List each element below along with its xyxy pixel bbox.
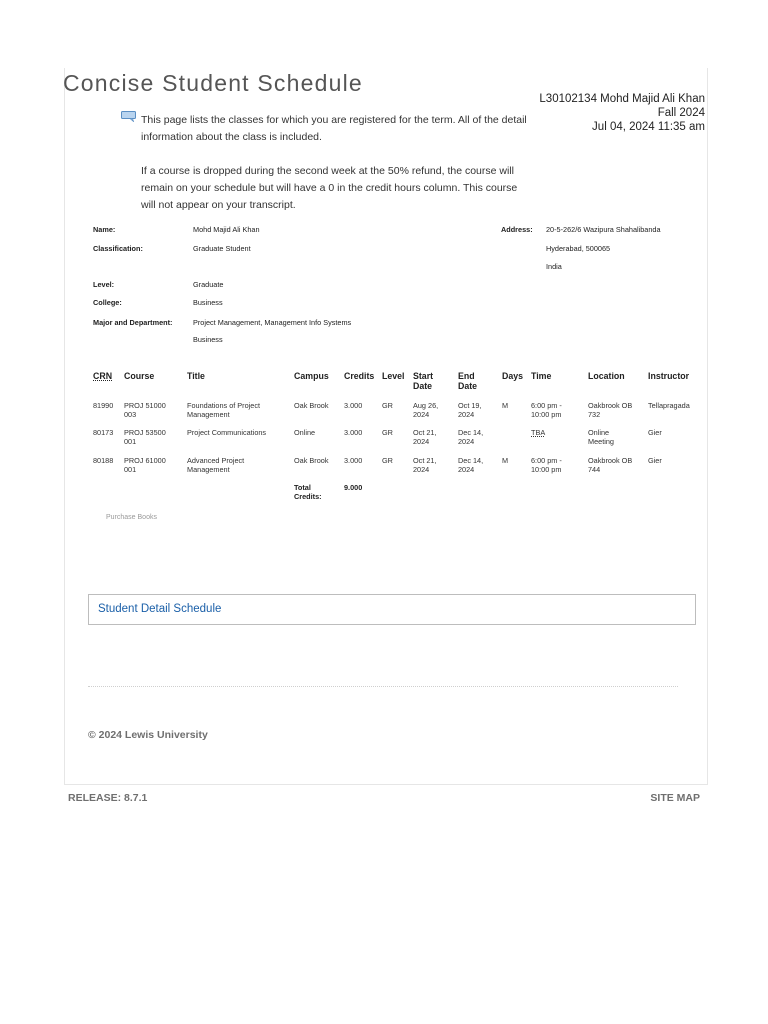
row3-end-date: Dec 14, 2024 xyxy=(458,456,484,474)
header-days: Days xyxy=(502,371,524,381)
header-campus: Campus xyxy=(294,371,329,381)
user-id-name: L30102134 Mohd Majid Ali Khan xyxy=(539,93,705,105)
header-start-date: Start Date xyxy=(413,371,434,391)
row3-time: 6:00 pm - 10:00 pm xyxy=(531,456,562,474)
row1-title: Foundations of Project Management xyxy=(187,401,261,419)
row3-campus: Oak Brook xyxy=(294,456,329,465)
row2-course: PROJ 53500 001 xyxy=(124,428,166,446)
info-paragraph-1: This page lists the classes for which you are registered for the term. All of the detail information about the class is included. xyxy=(141,114,527,143)
header-instructor: Instructor xyxy=(648,371,690,381)
row2-campus: Online xyxy=(294,428,316,437)
classification-label: Classification: xyxy=(93,244,143,253)
row1-campus: Oak Brook xyxy=(294,401,329,410)
row1-instructor: Tellapragada xyxy=(648,401,690,410)
address-line-1: 20-5-262/6 Wazipura Shahalibanda xyxy=(546,225,661,234)
row1-credits: 3.000 xyxy=(344,401,363,410)
row2-level: GR xyxy=(382,428,393,437)
page-title: Concise Student Schedule xyxy=(63,70,363,96)
classification-value: Graduate Student xyxy=(193,244,251,253)
row2-time-tba: TBA xyxy=(531,428,546,437)
datetime: Jul 04, 2024 11:35 am xyxy=(592,121,705,133)
row3-crn: 80188 xyxy=(93,456,114,465)
row3-instructor: Gier xyxy=(648,456,662,465)
footer-divider xyxy=(88,686,678,687)
row3-course: PROJ 61000 001 xyxy=(124,456,166,474)
address-line-3: India xyxy=(546,262,562,271)
user-info xyxy=(539,92,705,134)
college-value: Business xyxy=(193,298,223,307)
header-course: Course xyxy=(124,371,155,381)
student-detail-schedule-link[interactable]: Student Detail Schedule xyxy=(98,603,222,615)
header-time: Time xyxy=(531,371,552,381)
header-credits: Credits xyxy=(344,371,375,381)
row2-title: Project Communications xyxy=(187,428,267,437)
info-message xyxy=(141,112,533,231)
total-credits-label: Total Credits: xyxy=(294,483,322,501)
address-label: Address: xyxy=(501,225,533,234)
row2-credits: 3.000 xyxy=(344,428,363,437)
header-level: Level xyxy=(382,371,405,381)
info-speech-bubble-icon xyxy=(121,111,136,122)
info-paragraph-2: If a course is dropped during the second week at the 50% refund, the course will remain on your schedule but will have a 0 in the credit hours column. This course will not appear on your transcript. xyxy=(141,165,518,211)
term: Fall 2024 xyxy=(657,107,705,119)
major-value: Project Management, Management Info Systems xyxy=(193,318,352,327)
name-label: Name: xyxy=(93,225,116,234)
row1-start-date: Aug 26, 2024 xyxy=(413,401,439,419)
row1-location: Oakbrook OB 732 xyxy=(588,401,633,419)
row1-days: M xyxy=(502,401,509,410)
total-credits-value: 9.000 xyxy=(344,483,363,492)
row2-location: Online Meeting xyxy=(588,428,614,446)
purchase-books-link[interactable]: Purchase Books xyxy=(106,514,157,521)
row1-crn: 81990 xyxy=(93,401,114,410)
row1-course: PROJ 51000 003 xyxy=(124,401,166,419)
department-value: Business xyxy=(193,335,223,344)
row3-credits: 3.000 xyxy=(344,456,363,465)
row3-title: Advanced Project Management xyxy=(187,456,245,474)
header-crn: CRN xyxy=(93,371,113,381)
row3-start-date: Oct 21, 2024 xyxy=(413,456,437,474)
level-label: Level: xyxy=(93,280,115,289)
row1-time: 6:00 pm - 10:00 pm xyxy=(531,401,562,419)
site-map-link[interactable]: SITE MAP xyxy=(650,792,700,804)
major-label: Major and Department: xyxy=(93,318,173,327)
header-end-date: End Date xyxy=(458,371,478,391)
row3-level: GR xyxy=(382,456,393,465)
row2-instructor: Gier xyxy=(648,428,662,437)
name-value: Mohd Majid Ali Khan xyxy=(193,225,260,234)
address-line-2: Hyderabad, 500065 xyxy=(546,244,611,253)
release-version: RELEASE: 8.7.1 xyxy=(68,792,148,804)
row2-crn: 80173 xyxy=(93,428,114,437)
row3-location: Oakbrook OB 744 xyxy=(588,456,633,474)
row1-level: GR xyxy=(382,401,393,410)
row1-end-date: Oct 19, 2024 xyxy=(458,401,482,419)
header-location: Location xyxy=(588,371,625,381)
copyright: © 2024 Lewis University xyxy=(88,729,208,741)
student-detail-schedule-box xyxy=(88,594,696,625)
row2-start-date: Oct 21, 2024 xyxy=(413,428,437,446)
level-value: Graduate xyxy=(193,280,224,289)
row2-end-date: Dec 14, 2024 xyxy=(458,428,484,446)
college-label: College: xyxy=(93,298,122,307)
row3-days: M xyxy=(502,456,509,465)
header-title: Title xyxy=(187,371,205,381)
